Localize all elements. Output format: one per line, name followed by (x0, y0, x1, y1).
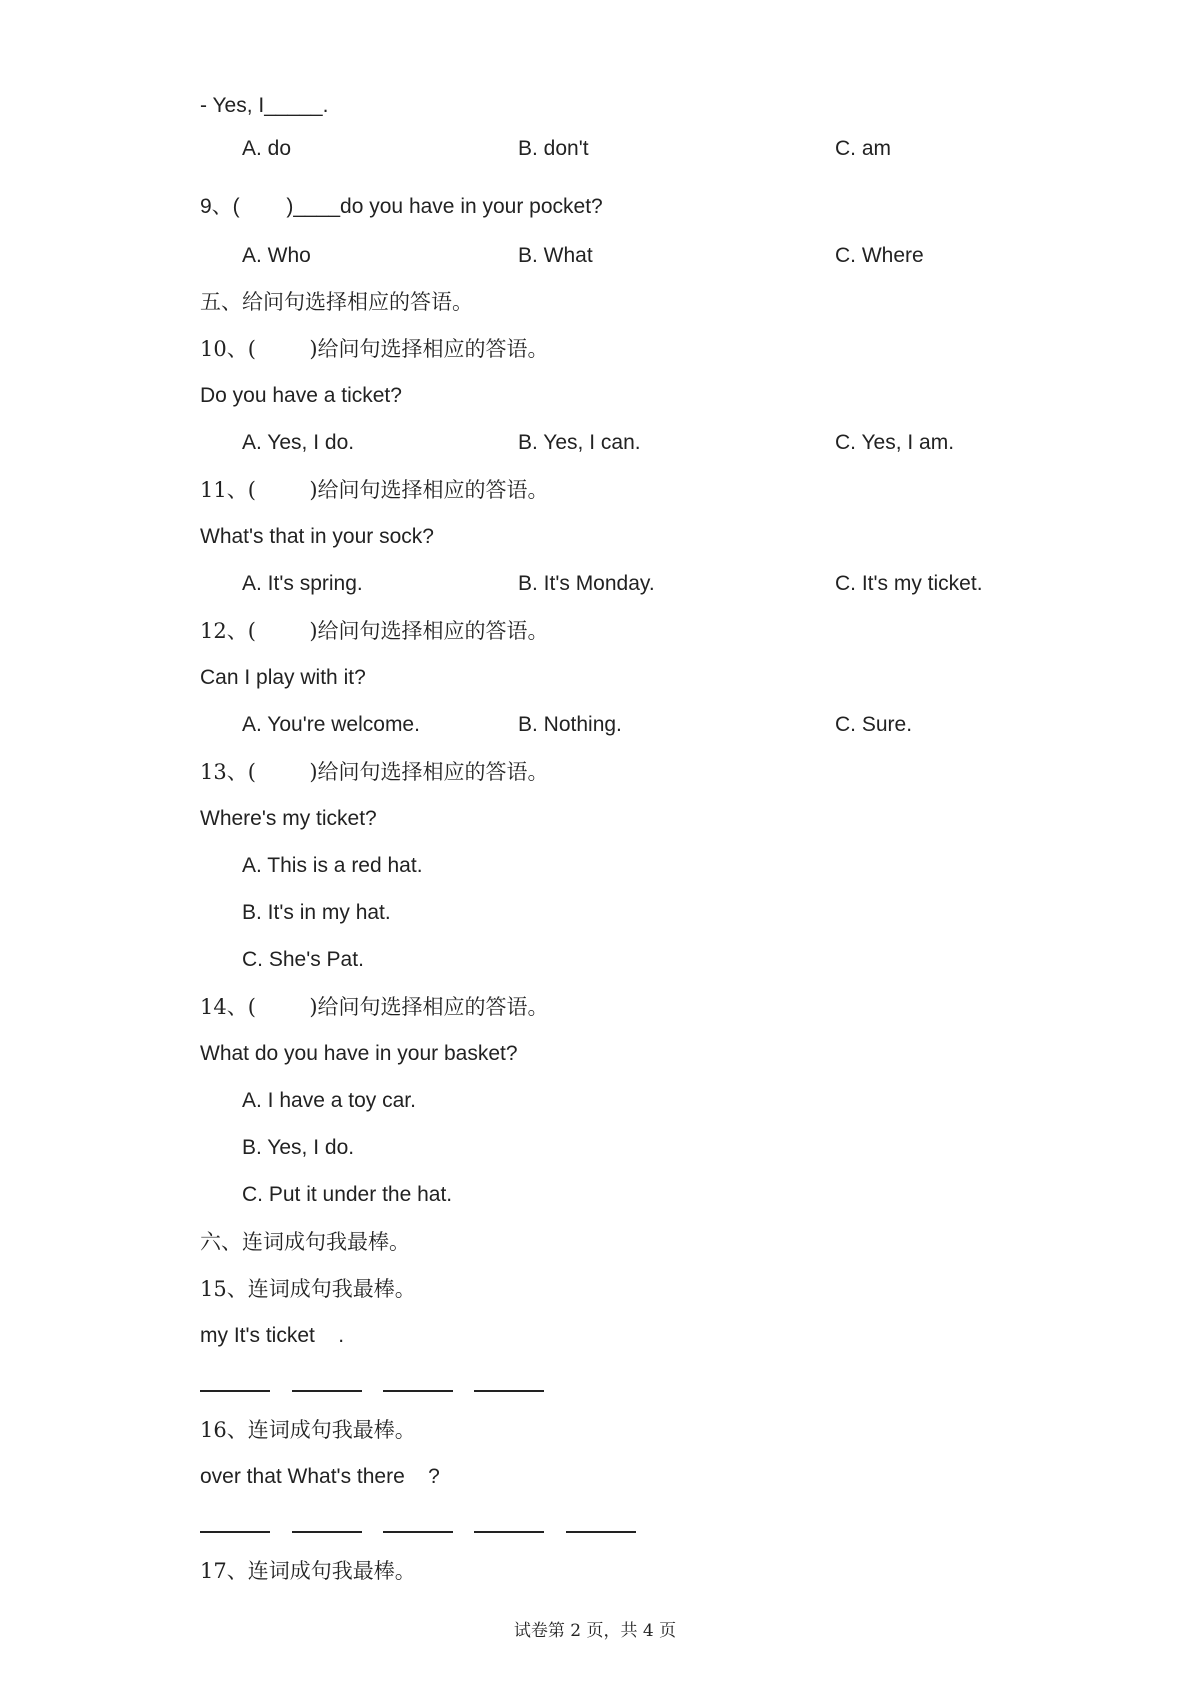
q16-words: over that What's there ? (200, 1465, 440, 1488)
q14-option-a: A. I have a toy car. (242, 1089, 416, 1112)
q12-stem: 12、( )给问句选择相应的答语。 (200, 619, 549, 643)
q9-option-a: A. Who (242, 244, 311, 267)
q13-question: Where's my ticket? (200, 807, 377, 830)
q12-option-c: C. Sure. (835, 713, 913, 736)
q8-option-a: A. do (242, 137, 292, 160)
q14-question: What do you have in your basket? (200, 1042, 518, 1065)
q11-option-c: C. It's my ticket. (835, 572, 983, 595)
answer-blank[interactable] (200, 1531, 270, 1533)
q9-option-b: B. What (518, 244, 593, 267)
q16-stem: 16、连词成句我最棒。 (200, 1418, 416, 1442)
q17-stem: 17、连词成句我最棒。 (200, 1559, 416, 1583)
q12-question: Can I play with it? (200, 666, 366, 689)
answer-blank[interactable] (383, 1390, 453, 1392)
q12-option-a: A. You're welcome. (242, 713, 420, 736)
page-footer: 试卷第 2 页，共 4 页 (513, 1621, 677, 1641)
answer-blank[interactable] (474, 1531, 544, 1533)
q15-words: my It's ticket . (200, 1324, 345, 1347)
q12-option-b: B. Nothing. (518, 713, 622, 736)
q11-option-b: B. It's Monday. (518, 572, 655, 595)
answer-blank[interactable] (292, 1390, 362, 1392)
answer-blank[interactable] (200, 1390, 270, 1392)
q11-option-a: A. It's spring. (242, 572, 363, 595)
q8-answer-line: - Yes, I_____. (200, 94, 329, 117)
q13-option-a: A. This is a red hat. (242, 854, 423, 877)
q11-stem: 11、( )给问句选择相应的答语。 (200, 478, 549, 502)
q14-option-c: C. Put it under the hat. (242, 1183, 453, 1206)
q13-option-b: B. It's in my hat. (242, 901, 391, 924)
q10-stem: 10、( )给问句选择相应的答语。 (200, 337, 549, 361)
answer-blank[interactable] (292, 1531, 362, 1533)
q14-option-b: B. Yes, I do. (242, 1136, 355, 1159)
q8-option-b: B. don't (518, 137, 589, 160)
section5-title: 五、给问句选择相应的答语。 (200, 290, 473, 314)
section6-title: 六、连词成句我最棒。 (200, 1230, 410, 1254)
q9-stem: 9、( )____do you have in your pocket? (200, 195, 603, 218)
q14-stem: 14、( )给问句选择相应的答语。 (200, 995, 549, 1019)
q9-option-c: C. Where (835, 244, 924, 267)
q10-question: Do you have a ticket? (200, 384, 402, 407)
answer-blank[interactable] (474, 1390, 544, 1392)
q10-option-c: C. Yes, I am. (835, 431, 955, 454)
q11-question: What's that in your sock? (200, 525, 434, 548)
q8-option-c: C. am (835, 137, 892, 160)
q10-option-b: B. Yes, I can. (518, 431, 641, 454)
q13-option-c: C. She's Pat. (242, 948, 364, 971)
answer-blank[interactable] (566, 1531, 636, 1533)
q15-stem: 15、连词成句我最棒。 (200, 1277, 416, 1301)
q13-stem: 13、( )给问句选择相应的答语。 (200, 760, 549, 784)
answer-blank[interactable] (383, 1531, 453, 1533)
q10-option-a: A. Yes, I do. (242, 431, 355, 454)
